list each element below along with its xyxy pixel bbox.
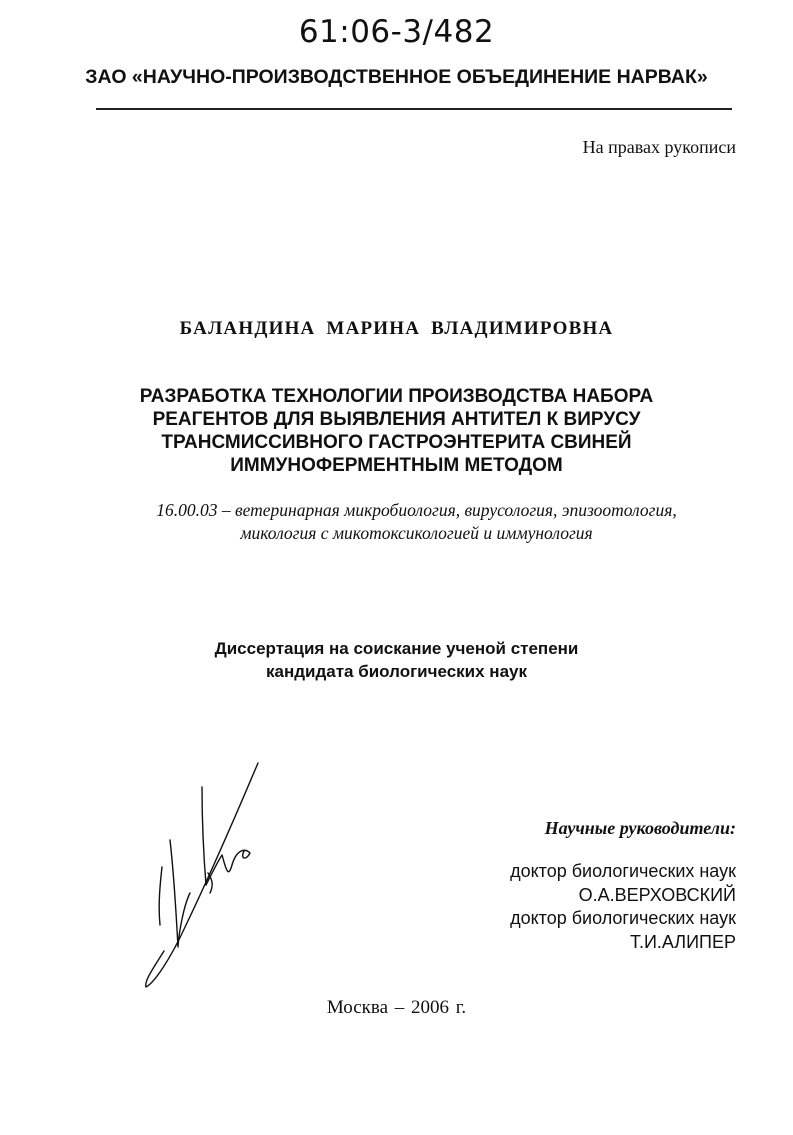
title-line: ИММУНОФЕРМЕНТНЫМ МЕТОДОМ — [230, 455, 563, 476]
supervisors-heading: Научные руководители: — [544, 818, 736, 838]
specialty-code — [60, 499, 773, 545]
handwritten-signature — [140, 755, 300, 995]
degree-statement — [0, 637, 793, 683]
degree-line: Диссертация на соискание ученой степени — [214, 639, 579, 658]
specialty-line: 16.00.03 – ветеринарная микробиология, вирусология, эпизоотология, — [156, 500, 677, 520]
supervisor-name: О.А.ВЕРХОВСКИЙ — [578, 884, 736, 905]
city-year: Москва – 2006 г. — [326, 997, 467, 1018]
specialty-line: микология с микотоксикологией и иммунология — [240, 523, 593, 543]
organization-name: ЗАО «НАУЧНО-ПРОИЗВОДСТВЕННОЕ ОБЪЕДИНЕНИЕ НАРВАК» — [85, 66, 708, 88]
title-line: РАЗРАБОТКА ТЕХНОЛОГИИ ПРОИЗВОДСТВА НАБОРА — [139, 386, 654, 407]
author-name: БАЛАНДИНА МАРИНА ВЛАДИМИРОВНА — [179, 318, 614, 339]
supervisors-list — [510, 860, 736, 954]
degree-line: кандидата биологических наук — [265, 662, 527, 681]
header-divider — [96, 108, 732, 110]
supervisor-degree: доктор биологических наук — [510, 908, 736, 928]
supervisor-name: Т.И.АЛИПЕР — [629, 931, 736, 952]
dissertation-title — [60, 385, 733, 477]
rights-note: На правах рукописи — [582, 137, 736, 157]
archive-stamp-code: 61:06-3/482 — [298, 14, 495, 50]
title-line: РЕАГЕНТОВ ДЛЯ ВЫЯВЛЕНИЯ АНТИТЕЛ К ВИРУСУ — [152, 409, 641, 430]
signature-stroke — [170, 840, 190, 947]
title-line: ТРАНСМИССИВНОГО ГАСТРОЭНТЕРИТА СВИНЕЙ — [161, 432, 632, 453]
supervisor-degree: доктор биологических наук — [510, 861, 736, 881]
signature-stroke — [159, 867, 162, 925]
